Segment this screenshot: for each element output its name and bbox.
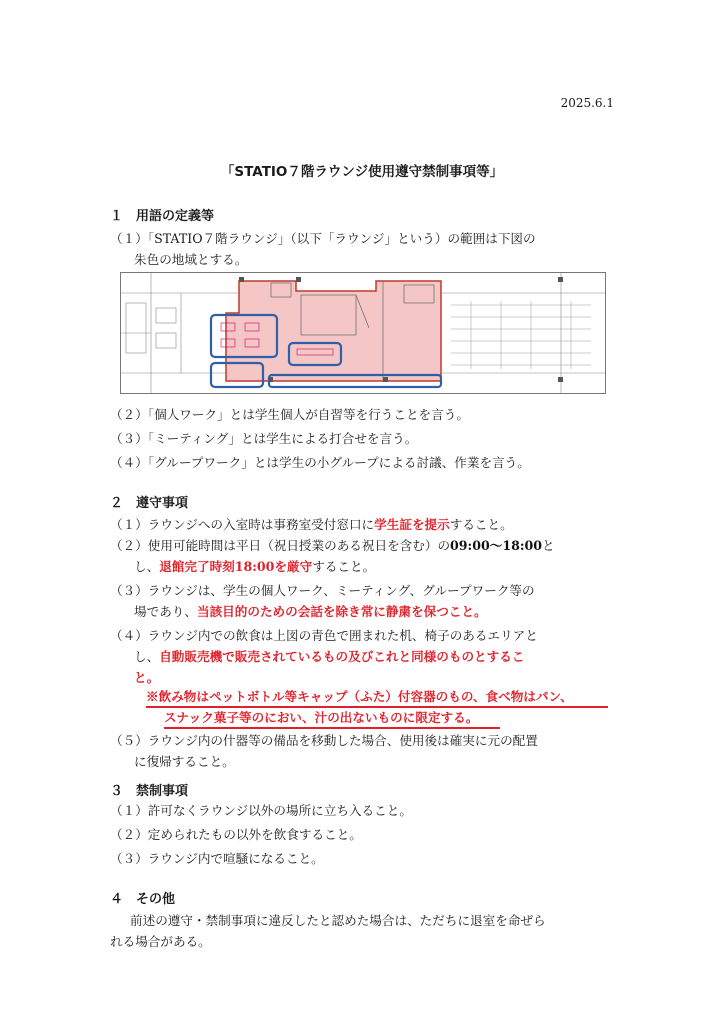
s2-item5-line2: に復帰すること。 [134,754,235,769]
s2-i2-text: （２）使用可能時間は平日（祝日授業のある祝日を含む）の [110,538,451,553]
s2-item3-line1: （３）ラウンジは、学生の個人ワーク、ミーティング、グループワーク等の [110,583,535,598]
s2-item1 [110,514,513,535]
s2-i1-tail: すること。 [449,517,513,532]
s2-note-line2: スナック菓子等のにおい、汁の出ないものに限定する。 [164,710,479,725]
s2-i2-text2: し、 [134,559,160,574]
s2-i1-highlight: 学生証を提示 [374,517,450,532]
floor-plan-figure [120,272,606,394]
s2-note-line1: ※飲み物はペットボトル等キャップ（ふた）付容器のもの、食べ物はパン、 [146,689,573,704]
s2-i4-highlight: 自動販売機で販売されているもの及びこれと同様のものとするこ [159,649,525,664]
s2-item4-line3: と。 [134,670,160,685]
s1-item2: （２）「個人ワーク」とは学生個人が自習等を行うことを言う。 [110,407,469,422]
section3-heading: ３ 禁制事項 [110,784,189,799]
s2-item5-line1: （５）ラウンジ内の什器等の備品を移動した場合、使用後は確実に元の配置 [110,733,538,748]
s2-item2-line1 [110,535,555,556]
s2-i4-text: し、 [134,649,160,664]
section1-heading: １ 用語の定義等 [110,209,215,224]
document-date: 2025.6.1 [560,96,614,110]
s2-item3-line2 [134,601,487,622]
s2-item4-line2 [134,646,524,667]
s2-i2-highlight: 退館完了時刻18:00を厳守 [159,559,313,574]
s3-item3: （３）ラウンジ内で喧騒になること。 [110,851,324,866]
s1-item1-line2: 朱色の地域とする。 [134,252,248,267]
s2-i2-tail: と [542,538,555,553]
s3-item1: （１）許可なくラウンジ以外の場所に立ち入ること。 [110,803,412,818]
s2-i3-highlight: 当該目的のための会話を除き常に静粛を保つこと。 [196,604,487,619]
section4-heading: ４ その他 [110,892,176,907]
s2-item2-line2 [134,556,375,577]
document-title: 「STATIO７階ラウンジ使用遵守禁制事項等」 [220,164,504,180]
s2-i2-hours: 09:00～18:00 [450,538,543,553]
s3-item2: （２）定められたもの以外を飲食すること。 [110,827,362,842]
s2-i3-text: 場であり、 [134,604,197,619]
s4-line2: れる場合がある。 [110,934,211,949]
floor-plan-svg [121,273,605,393]
s1-item3: （３）「ミーティング」とは学生による打合せを言う。 [110,431,418,446]
s1-item4: （４）「グループワーク」とは学生の小グループによる討議、作業を言う。 [110,455,530,470]
s2-item4-line1: （４）ラウンジ内での飲食は上図の青色で囲まれた机、椅子のあるエリアと [110,628,538,643]
s4-line1: 前述の遵守・禁制事項に違反したと認めた場合は、ただちに退室を命ぜら [130,913,546,928]
section2-heading: ２ 遵守事項 [110,496,189,511]
s2-i2-tail2: すること。 [312,559,376,574]
s1-item1-line1: （１）「STATIO７階ラウンジ」（以下「ラウンジ」という）の範囲は下図の [110,231,536,246]
s2-i1-text: （１）ラウンジへの入室時は事務室受付窓口に [110,517,375,532]
s2-note-underline2 [164,727,500,729]
